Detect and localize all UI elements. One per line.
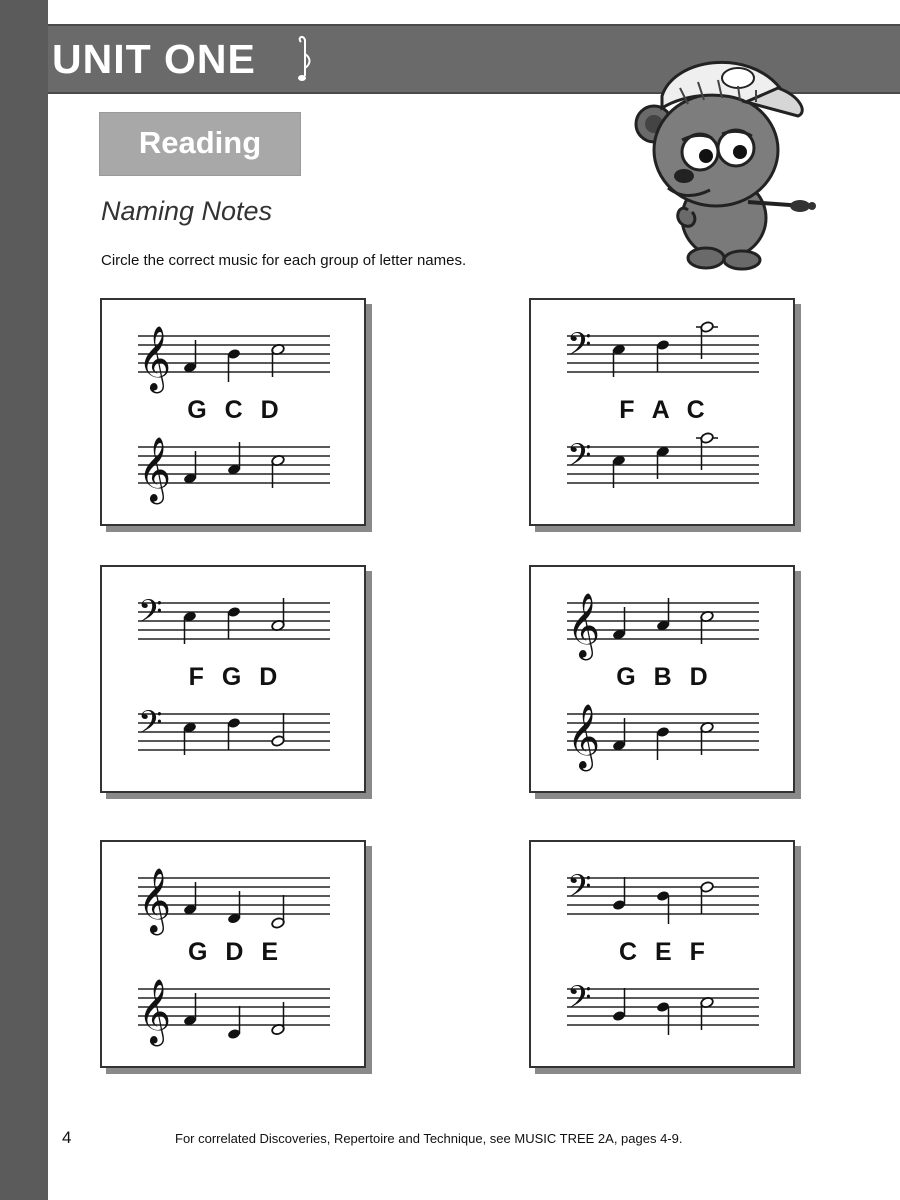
svg-text:𝄞: 𝄞 xyxy=(138,437,172,502)
svg-text:𝄞: 𝄞 xyxy=(138,326,172,391)
svg-text:𝄞: 𝄞 xyxy=(567,704,601,769)
svg-text:𝄢: 𝄢 xyxy=(567,868,592,912)
svg-text:𝄢: 𝄢 xyxy=(138,593,163,637)
svg-text:𝄢: 𝄢 xyxy=(138,704,163,748)
bear-mascot-illustration xyxy=(628,52,820,274)
letter-names: G C D xyxy=(187,396,279,424)
staff-bass[interactable] xyxy=(561,967,761,1047)
unit-title: UNIT ONE xyxy=(52,36,256,82)
staff-bass[interactable] xyxy=(132,692,332,772)
staff-treble[interactable] xyxy=(132,314,332,394)
page-subtitle: Naming Notes xyxy=(101,196,273,226)
staff-bass[interactable] xyxy=(561,314,761,394)
note-card-1 xyxy=(100,298,366,526)
footer-reference-note: For correlated Discoveries, Repertoire and Technique, see MUSIC TREE 2A, pages 4-9. xyxy=(175,1131,683,1146)
staff-bass[interactable] xyxy=(561,425,761,505)
note-card-2 xyxy=(529,298,795,526)
letter-names: C E F xyxy=(619,938,705,966)
staff-treble[interactable] xyxy=(561,692,761,772)
staff-bass[interactable] xyxy=(132,581,332,661)
note-card-3 xyxy=(100,565,366,793)
letter-names: G B D xyxy=(616,663,708,691)
svg-text:𝄞: 𝄞 xyxy=(138,979,172,1044)
svg-text:𝄢: 𝄢 xyxy=(567,979,592,1023)
svg-text:𝄞: 𝄞 xyxy=(138,868,172,933)
section-tab-reading xyxy=(99,112,301,176)
eighth-note-icon xyxy=(293,34,315,84)
svg-text:𝄢: 𝄢 xyxy=(567,326,592,370)
letter-names: F A C xyxy=(619,396,705,424)
note-card-4 xyxy=(529,565,795,793)
page-number: 4 xyxy=(62,1128,72,1147)
staff-treble[interactable] xyxy=(132,425,332,505)
staff-treble[interactable] xyxy=(132,856,332,936)
letter-names: F G D xyxy=(188,663,278,691)
left-margin-bar xyxy=(0,0,48,1200)
note-card-5 xyxy=(100,840,366,1068)
svg-text:𝄢: 𝄢 xyxy=(567,437,592,481)
svg-text:𝄞: 𝄞 xyxy=(567,593,601,658)
staff-treble[interactable] xyxy=(132,967,332,1047)
letter-names: G D E xyxy=(187,938,279,966)
staff-treble[interactable] xyxy=(561,581,761,661)
staff-bass[interactable] xyxy=(561,856,761,936)
section-tab-label: Reading xyxy=(138,125,262,160)
note-card-6 xyxy=(529,840,795,1068)
instruction-text: Circle the correct music for each group of letter names. xyxy=(101,252,467,269)
